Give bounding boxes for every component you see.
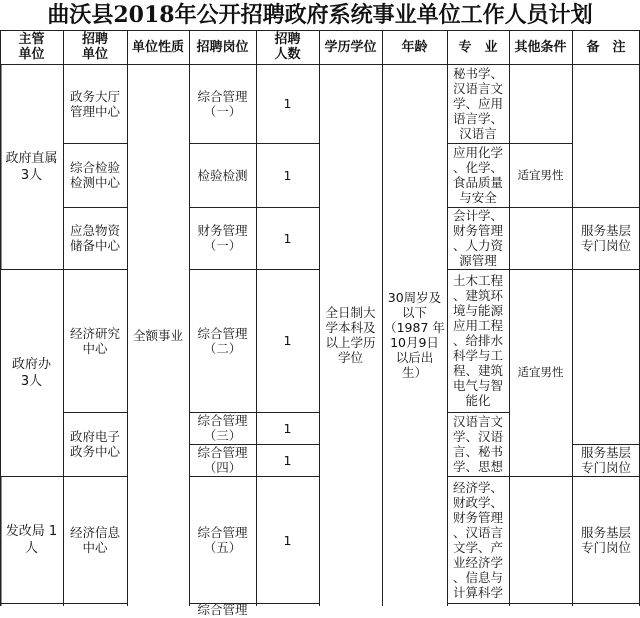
unit-cell: 应急物资 储备中心 xyxy=(69,223,120,253)
note-cell: 服务基层 专门岗位 xyxy=(580,525,631,555)
header-other: 其他条件 xyxy=(514,39,567,55)
other-condition: 适宜男性 xyxy=(517,167,564,182)
dept-cell: 政府直属 3人 xyxy=(5,150,58,183)
header-note: 备 注 xyxy=(586,39,626,55)
unit-cell: 经济信息 中心 xyxy=(69,525,120,555)
major-cell: 应用化学 、化学、 食品质量 与安全 xyxy=(452,145,503,205)
unit-cell: 综合检验 检测中心 xyxy=(69,160,120,190)
major-cell: 土木工程 、建筑环 境与能源 应用工程 、给排水 科学与工 程、建筑 电气与智 能化 xyxy=(452,273,503,408)
post-cell: 综合管理 （五） xyxy=(197,525,248,555)
page-title: 曲沃县2018年公开招聘政府系统事业单位工作人员计划 xyxy=(47,2,593,28)
count-cell: 1 xyxy=(283,452,292,468)
header-post: 招聘岗位 xyxy=(196,39,249,55)
header-unit: 招聘 单位 xyxy=(81,32,108,62)
major-cell: 秘书学、 汉语言文 学、应用 语言学、 汉语言 xyxy=(452,66,503,141)
header-dept: 主管 单位 xyxy=(18,32,45,62)
unit-cell: 经济研究 中心 xyxy=(69,325,120,356)
age-requirement: 30周岁及 以下 （1987 年 10月9日 以后出 生） xyxy=(384,290,445,380)
count-cell: 1 xyxy=(283,333,292,348)
unit-cell: 政务大厅 管理中心 xyxy=(69,88,120,119)
dept-cell: 政府办 3人 xyxy=(11,356,51,389)
dept-cell: 发改局 1 人 xyxy=(5,524,58,556)
unit-cell: 政府电子 政务中心 xyxy=(69,429,120,459)
major-cell: 汉语言文 学、汉语 言、秘书 学、思想 xyxy=(452,414,503,474)
count-cell: 1 xyxy=(283,532,292,548)
header-age: 年龄 xyxy=(401,39,428,55)
post-cell: 综合管理 xyxy=(197,602,248,617)
count-cell: 1 xyxy=(283,96,292,111)
major-cell: 经济学、 财政学、 财务管理 、汉语言 文学、产 业经济学 、信息与 计算科学 xyxy=(452,480,503,600)
note-cell: 服务基层 专门岗位 xyxy=(580,223,631,253)
header-edu: 学历学位 xyxy=(324,39,377,55)
post-cell: 综合管理 （三） xyxy=(197,413,248,443)
header-count: 招聘 人数 xyxy=(274,32,301,62)
unit-nature: 全额事业 xyxy=(132,327,183,343)
note-cell: 服务基层 专门岗位 xyxy=(580,445,631,475)
education-requirement: 全日制大 学本科及 以上学历 学位 xyxy=(325,305,376,365)
post-cell: 综合管理 （二） xyxy=(197,325,248,356)
count-cell: 1 xyxy=(283,230,292,246)
post-cell: 综合管理 （四） xyxy=(197,445,248,475)
header-major: 专 业 xyxy=(458,39,498,55)
major-cell: 会计学、 财务管理 、人力资 源管理 xyxy=(452,208,503,268)
post-cell: 财务管理 （一） xyxy=(197,223,248,253)
other-condition: 适宜男性 xyxy=(517,365,564,379)
post-cell: 检验检测 xyxy=(197,167,248,183)
post-cell: 综合管理 （一） xyxy=(197,88,248,119)
count-cell: 1 xyxy=(283,420,292,436)
count-cell: 1 xyxy=(283,167,292,183)
header-nature: 单位性质 xyxy=(131,39,184,55)
